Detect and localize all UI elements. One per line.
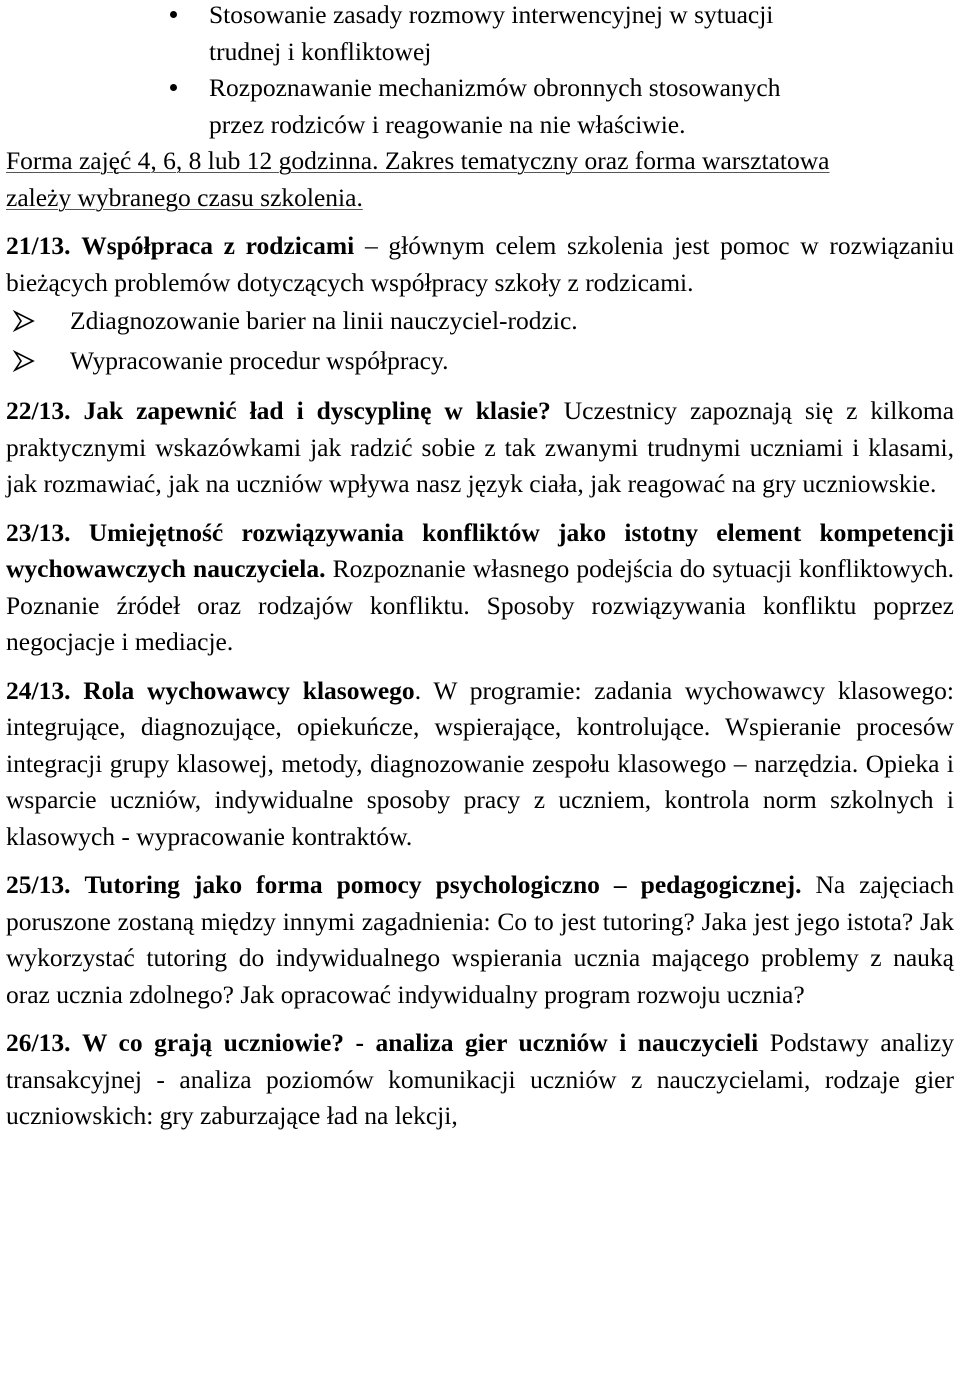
list-item — [6, 0, 954, 70]
section-24-title: Rola wychowawcy klasowego — [83, 675, 415, 705]
section-23-title: Umiejętność rozwiązywania konfliktów jako istotny element kompetencji wychowawczych nauczyciela. — [6, 517, 955, 583]
bullet-text-line2: trudnej i konfliktowej — [209, 36, 432, 66]
section-26 — [6, 1025, 954, 1135]
arrow-bullet-icon — [12, 309, 36, 333]
forma-text: Forma zajęć 4, 6, 8 lub 12 godzinna. Zakres tematyczny oraz forma warsztatowa zależy wybranego czasu szkolenia. — [6, 146, 830, 212]
section-21-title: Współpraca z rodzicami — [81, 231, 355, 260]
section-24 — [6, 673, 954, 856]
section-21-number: 21/13. — [6, 231, 71, 260]
list-item — [6, 341, 954, 381]
section-21-list — [6, 301, 954, 381]
section-26-number: 26/13. — [6, 1028, 71, 1057]
section-23-body: Rozpoznanie własnego podejścia do sytuacji konfliktowych. Poznanie źródeł oraz rodzajów konfliktu. Sposoby rozwiązywania konfliktu poprzez negocjacje i mediacje. — [6, 554, 954, 656]
section-21-body: – głównym celem szkolenia jest pomoc w rozwiązaniu bieżących problemów dotyczących współpracy szkoły z rodzicami. — [6, 231, 954, 297]
section-23 — [6, 515, 954, 661]
bullet-text-line1: Stosowanie zasady rozmowy interwencyjnej w sytuacji — [209, 0, 774, 29]
bullet-icon — [170, 84, 177, 91]
section-23-number: 23/13. — [6, 517, 71, 547]
arrow-bullet-icon — [12, 349, 36, 373]
section-26-body: Podstawy analizy transakcyjnej - analiza poziomów komunikacji uczniów z nauczycielami, rodzaje gier uczniowskich: gry zaburzające ład na lekcji, — [6, 1028, 954, 1130]
list-item-text: Wypracowanie procedur współpracy. — [70, 346, 449, 375]
section-21 — [6, 228, 954, 301]
bullet-text-line2: przez rodziców i reagowanie na nie właściwie. — [209, 109, 686, 139]
section-25-number: 25/13. — [6, 870, 71, 899]
section-22-number: 22/13. — [6, 396, 71, 425]
section-26-title: W co grają uczniowie? - analiza gier uczniów i nauczycieli — [81, 1028, 759, 1057]
section-24-number: 24/13. — [6, 675, 71, 705]
list-item-text: Zdiagnozowanie barier na linii nauczyciel-rodzic. — [70, 306, 578, 335]
bullet-icon — [170, 11, 177, 18]
section-22 — [6, 393, 954, 503]
section-25 — [6, 867, 954, 1013]
forma-paragraph — [6, 143, 886, 216]
section-22-body: Uczestnicy zapoznają się z kilkoma praktycznymi wskazówkami jak radzić sobie z tak zwanymi trudnymi uczniami i klasami, jak rozmawiać, jak na uczniów wpływa nasz język ciała, jak reagować na gry uczniowskie. — [6, 396, 955, 498]
list-item — [6, 70, 954, 143]
section-25-body: Na zajęciach poruszone zostaną między innymi zagadnienia: Co to jest tutoring? Jaka jest jego istota? Jak wykorzystać tutoring do indywidualnego wspierania ucznia mającego problemy z nauką oraz ucznia zdolnego? Jak opracować indywidualny program rozwoju ucznia? — [6, 870, 955, 1009]
bullet-text-line1: Rozpoznawanie mechanizmów obronnych stosowanych — [209, 73, 781, 102]
section-22-title: Jak zapewnić ład i dyscyplinę w klasie? — [83, 396, 551, 425]
section-25-title: Tutoring jako forma pomocy psychologiczno – pedagogicznej. — [84, 870, 802, 899]
list-item — [6, 301, 954, 341]
section-24-body: . W programie: zadania wychowawcy klasowego: integrujące, diagnozujące, opiekuńcze, wspierające, kontrolujące. Wspieranie procesów integracji grupy klasowej, metody, diagnozowanie zespołu klasowego – narzędzia. Opieka i wsparcie uczniów, indywidualne sposoby pracy z uczniem, kontrola norm szkolnych i klasowych - wypracowanie kontraktów. — [6, 675, 954, 851]
bullet-list — [6, 0, 954, 143]
